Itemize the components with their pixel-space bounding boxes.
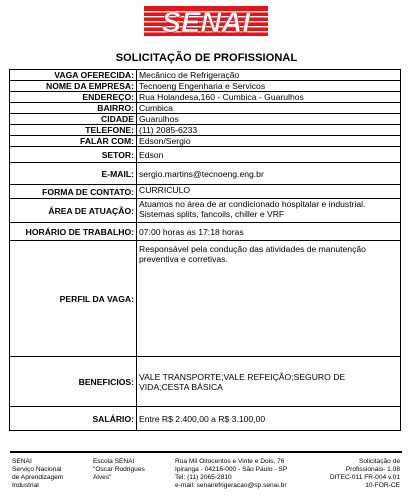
svg-text:SENAI: SENAI (161, 7, 251, 36)
beneficios-label: BENEFICIOS: (10, 357, 137, 407)
cidade-value: Guarulhos (137, 114, 401, 125)
perfil-value (137, 241, 401, 357)
perfil-line-1: Responsável pela condução das atividades de manutenção (139, 244, 366, 254)
area-atuacao-label: ÁREA DE ATUAÇÃO: (10, 199, 137, 223)
page-title: SOLICITAÇÃO DE PROFISSIONAL (115, 52, 298, 64)
bairro-label: BAIRRO: (10, 103, 137, 114)
row-bairro (10, 103, 401, 114)
row-endereco (10, 92, 401, 103)
row-telefone (10, 125, 401, 136)
footer-senai-line-3: de Aprendizagem (12, 474, 64, 481)
falar-com-value: Edson/Sergio (137, 136, 401, 147)
salario-value: Entre R$ 2.400,00 a R$ 3.100,00 (137, 407, 401, 431)
footer-code-line-1: Solicitação de (358, 458, 400, 465)
footer-school-line-3: Alves" (93, 474, 112, 481)
forma-contato-value: CURRICULO (137, 185, 401, 199)
perfil-line-2: preventiva e corretivas. (139, 254, 228, 264)
footer-form-code (330, 458, 400, 490)
footer-code-line-4: 10-FOR-CE (365, 482, 400, 489)
area-atuacao-line-2: Sistemas splits, fancoils, chiller e VRF (139, 209, 285, 219)
footer-email-link[interactable]: e-mail: senairefrigeracao@sp.senai.br (175, 482, 287, 489)
beneficios-line-2: VIDA;CESTA BÁSICA (139, 381, 223, 392)
bairro-value: Cumbica (137, 103, 401, 114)
footer-address-line-3: Tel: (11) 2065-2810 (175, 474, 232, 481)
footer-code-line-3: DITEC-011 FR-004 v.01 (329, 474, 400, 481)
footer-address-info (175, 458, 287, 490)
area-atuacao-line-1: Atuamos no área de ar condicionado hospitalar e industrial. (139, 199, 366, 209)
horario-value: 07:00 horas as 17:18 horas (137, 223, 401, 241)
telefone-value: (11) 2085-6233 (137, 125, 401, 136)
endereco-label: ENDEREÇO: (10, 92, 137, 103)
setor-label: SETOR: (10, 147, 137, 163)
beneficios-value (137, 357, 401, 407)
row-perfil (10, 241, 401, 357)
salario-label: SALÁRIO: (10, 407, 137, 431)
row-email (10, 163, 401, 185)
row-salario (10, 407, 401, 431)
row-setor (10, 147, 401, 163)
endereco-value: Rua Holandesa,160 - Cumbica - Guarulhos (137, 92, 401, 103)
footer-school-line-1: Escola SENAI (93, 458, 135, 465)
row-horario (10, 223, 401, 241)
footer-address-line-1: Rua Mil Oitocentos e Vinte e Dois, 76 (175, 458, 285, 465)
footer-school-line-2: "Oscar Rodrigues (93, 466, 145, 473)
footer (10, 451, 402, 489)
request-form-table (9, 69, 401, 431)
row-cidade (10, 114, 401, 125)
footer-school-info (93, 458, 145, 482)
row-vaga (10, 70, 401, 81)
cidade-label: CIDADE (10, 114, 137, 125)
perfil-label: PERFIL DA VAGA: (10, 241, 137, 357)
beneficios-line-1: VALE TRANSPORTE;VALE REFEIÇÃO;SEGURO DE (139, 371, 346, 382)
footer-senai-info (12, 458, 63, 490)
row-falar-com (10, 136, 401, 147)
footer-code-line-2: Profissionais- 1.08 (345, 466, 400, 473)
horario-label: HORÁRIO DE TRABALHO: (10, 223, 137, 241)
setor-value: Edson (137, 147, 401, 163)
footer-address-line-2: Ipiranga - 04216-000 - São Paulo - SP (175, 466, 288, 473)
row-forma-contato (10, 185, 401, 199)
footer-senai-line-4: Industrial (12, 482, 39, 489)
vaga-label: VAGA OFERECIDA: (10, 70, 137, 81)
forma-contato-label: FORMA DE CONTATO: (10, 185, 137, 199)
empresa-label: NOME DA EMPRESA: (10, 81, 137, 92)
row-beneficios (10, 357, 401, 407)
row-empresa (10, 81, 401, 92)
empresa-value: Tecnoeng Engenharia e Servicos (137, 81, 401, 92)
email-label: E-MAIL: (10, 163, 137, 185)
senai-logo (144, 6, 268, 36)
row-area-atuacao (10, 199, 401, 223)
email-value: sergio.martins@tecnoeng.eng.br (137, 163, 401, 185)
footer-senai-line-2: Serviço Nacional (12, 466, 62, 473)
header-logo-area (0, 6, 413, 38)
telefone-label: TELEFONE: (10, 125, 137, 136)
vaga-value: Mecânico de Refrigeração (137, 70, 401, 81)
footer-senai-line-1: SENAI (12, 458, 32, 465)
area-atuacao-value (137, 199, 401, 223)
falar-com-label: FALAR COM: (10, 136, 137, 147)
